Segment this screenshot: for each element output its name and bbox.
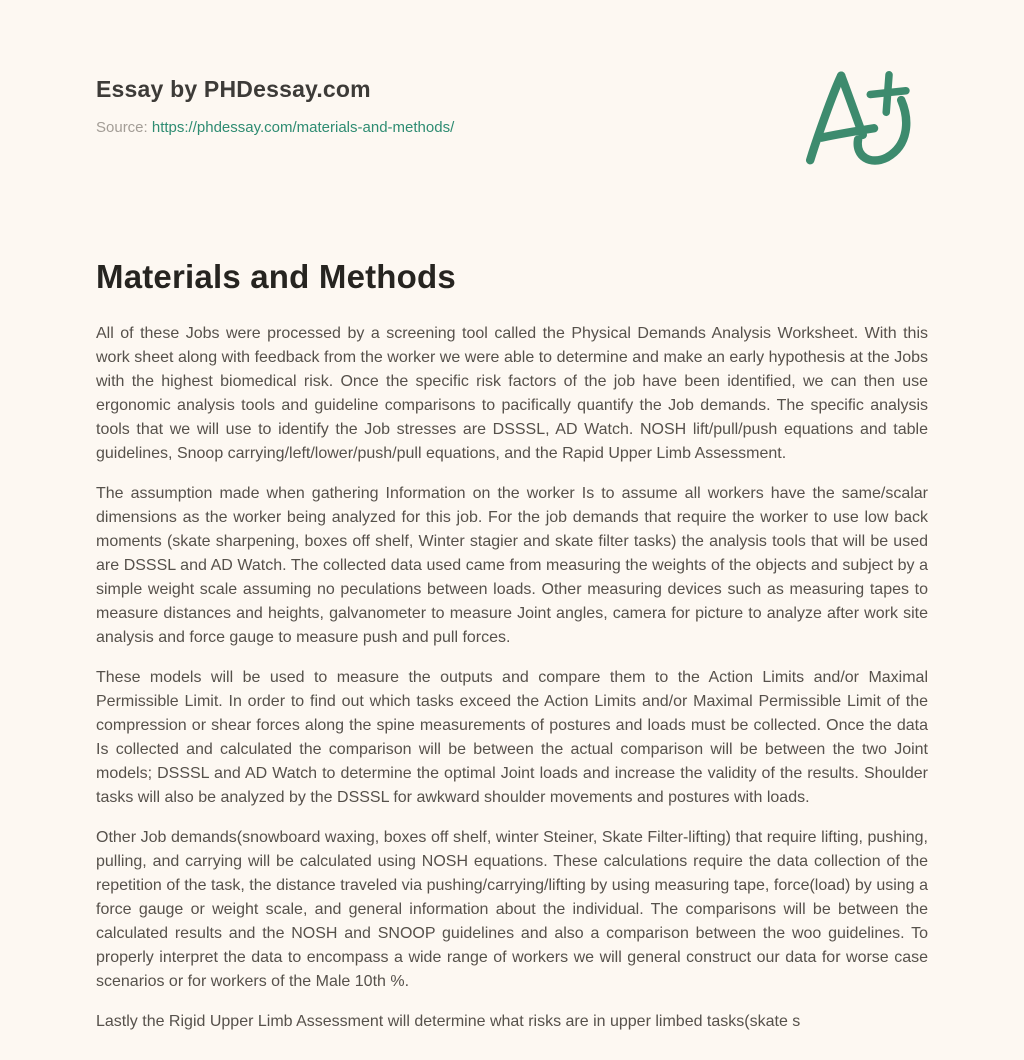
source-line bbox=[96, 119, 454, 136]
essay-paragraph: Other Job demands(snowboard waxing, boxes off shelf, winter Steiner, Skate Filter-lifting) that require lifting, pushing, pulling, and carrying will be calculated using NOSH equations. These calculations require the data collection of the repetition of the task, the distance traveled via pushing/carrying/lifting by using measuring tape, force(load) by using a force gauge or weight scale, and general information about the individual. The comparisons will be between the calculated results and the NOSH and SNOOP guidelines and also a comparison between the woo guidelines. To properly interpret the data to encompass a wide range of workers we will general construct our data for worse case scenarios or for workers of the Male 10th %. bbox=[96, 829, 928, 990]
header-text-block bbox=[96, 76, 454, 136]
source-label: Source: bbox=[96, 119, 148, 136]
essay-paragraph-truncated: Lastly the Rigid Upper Limb Assessment will determine what risks are in upper limbed tasks(skate s bbox=[96, 1013, 801, 1030]
document-title: Materials and Methods bbox=[96, 258, 456, 295]
site-header-title: Essay by PHDessay.com bbox=[96, 76, 371, 102]
essay-paragraph: These models will be used to measure the outputs and compare them to the Action Limits and/or Maximal Permissible Limit. In order to find out which tasks exceed the Action Limits and/or Maximal Permissible Limit of the compression or shear forces along the spine measurements of postures and loads must be collected. Once the data Is collected and calculated the comparison will be between the actual comparison will be between the two Joint models; DSSSL and AD Watch to determine the optimal Joint loads and increase the validity of the results. Shoulder tasks will also be analyzed by the DSSSL for awkward shoulder movements and postures with loads. bbox=[96, 669, 928, 806]
page-header bbox=[96, 0, 928, 170]
essay-paragraph: The assumption made when gathering Information on the worker Is to assume all workers have the same/scalar dimensions as the worker being analyzed for this job. For the job demands that require the worker to use low back moments (skate sharpening, boxes off shelf, Winter stagier and skate filter tasks) the analysis tools that will be used are DSSSL and AD Watch. The collected data used came from measuring the weights of the objects and subject by a simple weight scale assuming no peculations between loads. Other measuring devices such as measuring tapes to measure distances and heights, galvanometer to measure Joint angles, camera for picture to analyze after work site analysis and force gauge to measure push and pull forces. bbox=[96, 485, 928, 646]
document-body bbox=[96, 322, 928, 1034]
source-url-link[interactable]: https://phdessay.com/materials-and-methods/ bbox=[151, 119, 455, 136]
essay-paragraph: All of these Jobs were processed by a screening tool called the Physical Demands Analysis Worksheet. With this work sheet along with feedback from the worker we were able to determine and make an early hypothesis at the Jobs with the highest biomedical risk. Once the specific risk factors of the job have been identified, we can then use ergonomic analysis tools and guideline comparisons to pacifically quantify the Job demands. The specific analysis tools that we will use to identify the Job stresses are DSSSL, AD Watch. NOSH lift/pull/push equations and table guidelines, Snoop carrying/left/lower/push/pull equations, and the Rapid Upper Limb Assessment. bbox=[96, 325, 928, 462]
a-plus-logo-icon bbox=[798, 64, 920, 170]
